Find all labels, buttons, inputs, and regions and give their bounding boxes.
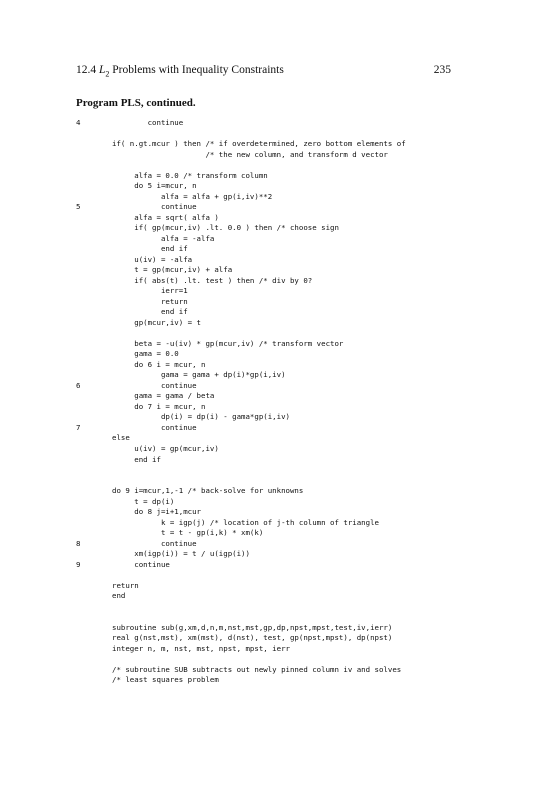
code-line: [76, 633, 486, 644]
code-line: [76, 455, 486, 466]
code-line: [76, 518, 486, 529]
code-line: [76, 549, 486, 560]
code-line: [76, 570, 486, 581]
running-head: [76, 64, 451, 80]
code-line: [76, 150, 486, 161]
code-line: [76, 644, 486, 655]
code-text: continue: [112, 118, 184, 127]
code-line: [76, 286, 486, 297]
code-line: [76, 223, 486, 234]
code-line: [76, 118, 486, 129]
code-text: end: [112, 591, 126, 601]
code-text: gp(mcur,iv) = t: [112, 317, 201, 327]
code-line: [76, 391, 486, 402]
code-line: [76, 202, 486, 213]
code-line: [76, 139, 486, 150]
code-line: [76, 265, 486, 276]
code-text: integer n, m, nst, mst, npst, mpst, ierr: [112, 643, 290, 653]
code-line: [76, 307, 486, 318]
code-text: end if: [112, 307, 188, 317]
code-text: continue: [112, 538, 197, 548]
code-text: continue: [112, 202, 197, 212]
statement-label: 9: [76, 559, 81, 569]
code-text: gama = gama + dp(i)*gp(i,iv): [112, 370, 286, 380]
code-line: [76, 360, 486, 371]
code-line: [76, 381, 486, 392]
code-line: [76, 349, 486, 360]
code-line: [76, 675, 486, 686]
section-title: Problems with Inequality Constraints: [112, 64, 284, 76]
code-line: [76, 486, 486, 497]
code-text: real g(nst,mst), xm(mst), d(nst), test, gp(npst,mpst), dp(npst): [112, 633, 393, 643]
section-number: 12.4: [76, 64, 97, 76]
code-text: else: [112, 433, 130, 443]
code-text: do 5 i=mcur, n: [112, 181, 197, 191]
code-text: do 8 j=i+1,mcur: [112, 507, 201, 517]
code-text: end if: [112, 454, 161, 464]
code-text: u(iv) = gp(mcur,iv): [112, 443, 219, 453]
code-text: do 9 i=mcur,1,-1 /* back-solve for unknowns: [112, 486, 304, 496]
code-line: [76, 213, 486, 224]
code-line: [76, 612, 486, 623]
section-symbol-subscript: 2: [105, 69, 110, 79]
code-listing: [76, 118, 486, 686]
statement-label: 4: [76, 118, 81, 127]
code-line: [76, 328, 486, 339]
code-line: [76, 171, 486, 182]
code-line: [76, 370, 486, 381]
code-text: if( abs(t) .lt. test ) then /* div by 0?: [112, 275, 313, 285]
code-line: [76, 444, 486, 455]
page-number: 235: [433, 64, 451, 76]
code-line: [76, 129, 486, 140]
code-line: [76, 318, 486, 329]
code-text: dp(i) = dp(i) - gama*gp(i,iv): [112, 412, 290, 422]
code-line: [76, 412, 486, 423]
code-line: [76, 255, 486, 266]
code-line: [76, 192, 486, 203]
code-line: [76, 465, 486, 476]
statement-label: 8: [76, 538, 81, 548]
code-text: alfa = alfa + gp(i,iv)**2: [112, 191, 273, 201]
code-line: [76, 497, 486, 508]
code-line: [76, 654, 486, 665]
code-line: [76, 476, 486, 487]
code-text: continue: [112, 422, 197, 432]
code-line: [76, 560, 486, 571]
code-text: return: [112, 580, 139, 590]
statement-label: 7: [76, 422, 81, 432]
code-text: t = dp(i): [112, 496, 175, 506]
code-line: [76, 339, 486, 350]
code-line: [76, 423, 486, 434]
code-text: gama = gama / beta: [112, 391, 215, 401]
code-text: t = gp(mcur,iv) + alfa: [112, 265, 233, 275]
program-title: Program PLS, continued.: [76, 97, 196, 109]
code-text: end if: [112, 244, 188, 254]
code-text: alfa = 0.0 /* transform column: [112, 170, 268, 180]
code-text: if( gp(mcur,iv) .lt. 0.0 ) then /* choose sign: [112, 223, 339, 233]
code-text: do 6 i = mcur, n: [112, 359, 206, 369]
code-text: t = t - gp(i,k) * xm(k): [112, 528, 264, 538]
code-text: ierr=1: [112, 286, 188, 296]
code-text: /* the new column, and transform d vector: [112, 149, 388, 159]
code-text: xm(igp(i)) = t / u(igp(i)): [112, 549, 250, 559]
code-line: [76, 244, 486, 255]
code-text: return: [112, 296, 188, 306]
statement-label: 6: [76, 380, 81, 390]
running-head-section: [76, 64, 284, 78]
code-line: [76, 181, 486, 192]
code-text: beta = -u(iv) * gp(mcur,iv) /* transform vector: [112, 338, 344, 348]
code-line: [76, 623, 486, 634]
code-line: [76, 297, 486, 308]
code-line: [76, 602, 486, 613]
code-line: [76, 276, 486, 287]
code-line: [76, 402, 486, 413]
code-line: [76, 528, 486, 539]
code-text: alfa = sqrt( alfa ): [112, 212, 219, 222]
code-line: [76, 160, 486, 171]
code-text: /* subroutine SUB subtracts out newly pinned column iv and solves: [112, 664, 402, 674]
code-line: [76, 234, 486, 245]
code-line: [76, 581, 486, 592]
code-line: [76, 591, 486, 602]
code-line: [76, 507, 486, 518]
section-symbol: L: [99, 64, 106, 76]
code-line: [76, 433, 486, 444]
code-text: gama = 0.0: [112, 349, 179, 359]
code-text: if( n.gt.mcur ) then /* if overdetermined, zero bottom elements of: [112, 139, 406, 149]
code-text: u(iv) = -alfa: [112, 254, 193, 264]
code-text: alfa = -alfa: [112, 233, 215, 243]
code-text: do 7 i = mcur, n: [112, 401, 206, 411]
code-text: continue: [112, 380, 197, 390]
code-line: [76, 539, 486, 550]
code-text: /* least squares problem: [112, 675, 219, 685]
code-line: [76, 665, 486, 676]
code-text: continue: [112, 559, 170, 569]
code-text: k = igp(j) /* location of j-th column of triangle: [112, 517, 379, 527]
code-text: subroutine sub(g,xm,d,n,m,nst,mst,gp,dp,npst,mpst,test,iv,ierr): [112, 622, 393, 632]
statement-label: 5: [76, 202, 81, 212]
